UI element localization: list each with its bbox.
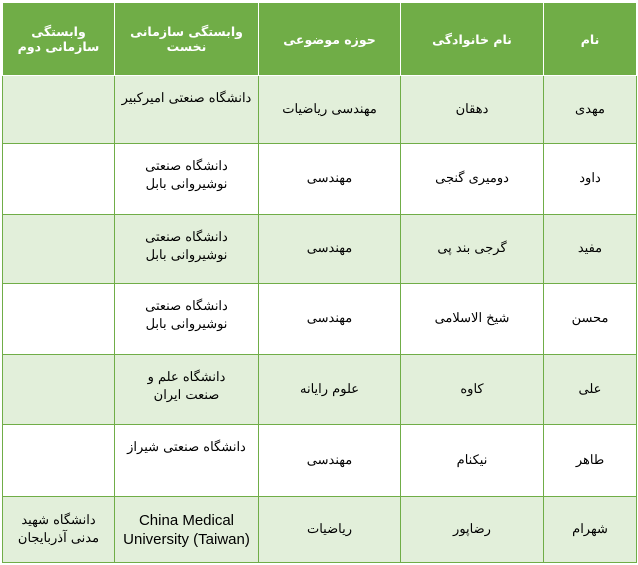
cell-last-name: دهقان bbox=[401, 76, 544, 144]
cell-field: مهندسی bbox=[259, 425, 401, 497]
affiliation-second-text: دانشگاه شهید مدنی آذربایجان bbox=[17, 512, 100, 546]
cell-first-name: مفید bbox=[544, 215, 637, 284]
cell-affiliation-first bbox=[115, 425, 259, 497]
cell-last-name: رضاپور bbox=[401, 497, 544, 563]
cell-last-name: گرجی بند پی bbox=[401, 215, 544, 284]
cell-affiliation-first bbox=[115, 284, 259, 355]
cell-affiliation-second bbox=[3, 497, 115, 563]
header-affiliation-second: وابستگی سازمانی دوم bbox=[3, 3, 115, 76]
cell-field: مهندسی bbox=[259, 284, 401, 355]
affiliation-first-text: دانشگاه صنعتی نوشیروانی بابل bbox=[145, 299, 228, 332]
affiliation-first-text: دانشگاه صنعتی نوشیروانی بابل bbox=[145, 159, 228, 192]
cell-affiliation-first bbox=[115, 497, 259, 563]
table-row bbox=[3, 215, 637, 284]
cell-field: مهندسی ریاضیات bbox=[259, 76, 401, 144]
table-row bbox=[3, 497, 637, 563]
cell-affiliation-first bbox=[115, 144, 259, 215]
cell-field: مهندسی bbox=[259, 144, 401, 215]
cell-last-name: شیخ الاسلامی bbox=[401, 284, 544, 355]
header-first-name: نام bbox=[544, 3, 637, 76]
header-last-name: نام خانوادگی bbox=[401, 3, 544, 76]
cell-affiliation-second bbox=[3, 284, 115, 355]
cell-first-name: داود bbox=[544, 144, 637, 215]
cell-last-name: دومیری گنجی bbox=[401, 144, 544, 215]
cell-last-name: نیکنام bbox=[401, 425, 544, 497]
cell-first-name: مهدی bbox=[544, 76, 637, 144]
cell-affiliation-first bbox=[115, 76, 259, 144]
researchers-table bbox=[2, 2, 637, 563]
cell-affiliation-first bbox=[115, 355, 259, 425]
cell-affiliation-second bbox=[3, 355, 115, 425]
header-row bbox=[3, 3, 637, 76]
table-row bbox=[3, 355, 637, 425]
table-row bbox=[3, 76, 637, 144]
affiliation-first-text: دانشگاه صنعتی امیرکبیر bbox=[121, 91, 252, 106]
cell-field: ریاضیات bbox=[259, 497, 401, 563]
affiliation-first-text: China Medical University (Taiwan) bbox=[123, 511, 250, 548]
cell-first-name: علی bbox=[544, 355, 637, 425]
cell-first-name: محسن bbox=[544, 284, 637, 355]
affiliation-first-text: دانشگاه صنعتی نوشیروانی بابل bbox=[145, 230, 228, 263]
cell-affiliation-second bbox=[3, 215, 115, 284]
cell-first-name: طاهر bbox=[544, 425, 637, 497]
table-container bbox=[2, 2, 637, 563]
affiliation-first-text: دانشگاه صنعتی شیراز bbox=[127, 440, 246, 455]
cell-affiliation-second bbox=[3, 76, 115, 144]
table-row bbox=[3, 144, 637, 215]
cell-affiliation-second bbox=[3, 144, 115, 215]
cell-affiliation-second bbox=[3, 425, 115, 497]
table-row bbox=[3, 284, 637, 355]
cell-first-name: شهرام bbox=[544, 497, 637, 563]
table-row bbox=[3, 425, 637, 497]
header-field: حوزه موضوعی bbox=[259, 3, 401, 76]
cell-last-name: کاوه bbox=[401, 355, 544, 425]
affiliation-first-text: دانشگاه علم و صنعت ایران bbox=[147, 370, 226, 403]
header-affiliation-first: وابستگی سازمانی نخست bbox=[115, 3, 259, 76]
cell-affiliation-first bbox=[115, 215, 259, 284]
cell-field: علوم رایانه bbox=[259, 355, 401, 425]
cell-field: مهندسی bbox=[259, 215, 401, 284]
